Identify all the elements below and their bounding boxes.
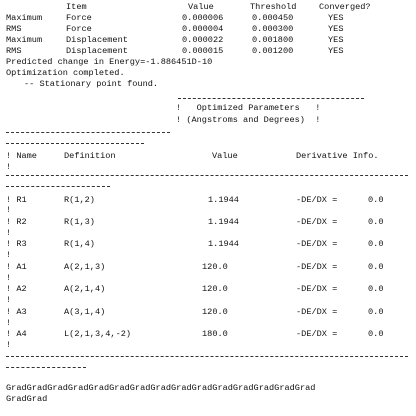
stationary-text: -- Stationary point found. [24,79,159,89]
table-row [6,239,416,250]
derivative-value: 0.0 [368,329,384,339]
row-bang-line [6,340,416,351]
param-definition: A(2,1,3) [64,262,106,272]
derivative-value: 0.0 [368,284,384,294]
row-value: 0.000004 [182,24,224,34]
row-item: Force [66,24,92,34]
row-item: Force [66,13,92,23]
row-item: Displacement [66,35,128,45]
row-threshold: 0.001200 [252,46,294,56]
row-item: Displacement [66,46,128,56]
energy-text: Predicted change in Energy=-1.886451D-10 [6,57,213,67]
bang-mark: ! [6,162,12,172]
energy-line [6,57,416,68]
grad-text-2: GradGrad [6,394,48,404]
derivative-value: 0.0 [368,217,384,227]
table-row [6,329,416,340]
convergence-row [6,46,416,57]
param-value: 120.0 [202,307,228,317]
table-bottom-rule-short [6,367,86,368]
row-threshold: 0.000450 [252,13,294,23]
bang-mark: ! [6,273,12,283]
grad-line-1 [6,383,416,394]
definition-header: Definition [64,151,116,161]
derivative-label: -DE/DX = [296,195,338,205]
params-box-title: ! Optimized Parameters ! [176,103,321,113]
param-definition: L(2,1,3,4,-2) [64,329,132,339]
row-bang-line [6,273,416,284]
value-header: Value [212,151,238,161]
row-value: 0.000006 [182,13,224,23]
row-converged: YES [328,46,344,56]
derivative-label: -DE/DX = [296,329,338,339]
header-rule-short [6,186,110,187]
params-box-line2 [6,115,416,126]
bang-mark: ! [6,205,12,215]
table-row [6,284,416,295]
derivative-value: 0.0 [368,195,384,205]
row-threshold: 0.001800 [252,35,294,45]
row-label: Maximum [6,35,43,45]
param-definition: R(1,4) [64,239,95,249]
row-converged: YES [328,24,344,34]
col-threshold-header: Threshold [250,2,297,12]
table-bottom-rule [6,356,408,357]
param-name: ! R1 [6,195,27,205]
param-name: ! A2 [6,284,27,294]
col-item-header: Item [66,2,87,12]
param-value: 1.1944 [208,239,239,249]
param-name: ! A3 [6,307,27,317]
derivative-label: -DE/DX = [296,239,338,249]
bang-mark: ! [6,250,12,260]
param-name: ! A4 [6,329,27,339]
row-bang-line [6,205,416,216]
bang-mark: ! [6,340,12,350]
param-name: ! A1 [6,262,27,272]
derivative-label: -DE/DX = [296,217,338,227]
grad-line-2 [6,394,416,405]
param-value: 1.1944 [208,195,239,205]
derivative-value: 0.0 [368,239,384,249]
row-bang-line [6,250,416,261]
derivative-value: 0.0 [368,262,384,272]
derivative-label: -DE/DX = [296,284,338,294]
param-value: 1.1944 [208,217,239,227]
row-threshold: 0.000300 [252,24,294,34]
params-box-bottom-rule [6,132,170,133]
table-header-bang [6,162,416,173]
param-definition: A(3,1,4) [64,307,106,317]
row-bang-line [6,318,416,329]
completed-line [6,68,416,79]
table-row [6,307,416,318]
row-value: 0.000022 [182,35,224,45]
bang-mark: ! [6,295,12,305]
row-value: 0.000015 [182,46,224,56]
param-value: 120.0 [202,284,228,294]
param-name: ! R2 [6,217,27,227]
derivative-header: Derivative Info. [296,151,379,161]
row-converged: YES [328,13,344,23]
header-rule [6,175,408,176]
params-box-line1 [6,103,416,114]
param-definition: R(1,3) [64,217,95,227]
grad-text-1: GradGradGradGradGradGradGradGradGradGradGradGradGradGradGrad [6,383,316,393]
row-label: RMS [6,46,22,56]
params-box-units: ! (Angstroms and Degrees) ! [176,115,321,125]
param-value: 180.0 [202,329,228,339]
param-definition: A(2,1,4) [64,284,106,294]
col-value-header: Value [188,2,214,12]
row-label: Maximum [6,13,43,23]
param-value: 120.0 [202,262,228,272]
stationary-line [6,79,416,90]
name-header: ! Name [6,151,37,161]
param-definition: R(1,2) [64,195,95,205]
table-top-rule [6,143,144,144]
col-converged-header: Converged? [319,2,371,12]
row-label: RMS [6,24,22,34]
table-row [6,217,416,228]
completed-text: Optimization completed. [6,68,125,78]
table-header [6,151,416,162]
derivative-label: -DE/DX = [296,307,338,317]
param-name: ! R3 [6,239,27,249]
row-converged: YES [328,35,344,45]
table-row [6,262,416,273]
row-bang-line [6,228,416,239]
convergence-row [6,24,416,35]
bang-mark: ! [6,228,12,238]
params-box-top-rule [178,98,364,99]
convergence-header [6,2,416,13]
row-bang-line [6,295,416,306]
derivative-value: 0.0 [368,307,384,317]
derivative-label: -DE/DX = [296,262,338,272]
convergence-row [6,13,416,24]
bang-mark: ! [6,318,12,328]
convergence-row [6,35,416,46]
